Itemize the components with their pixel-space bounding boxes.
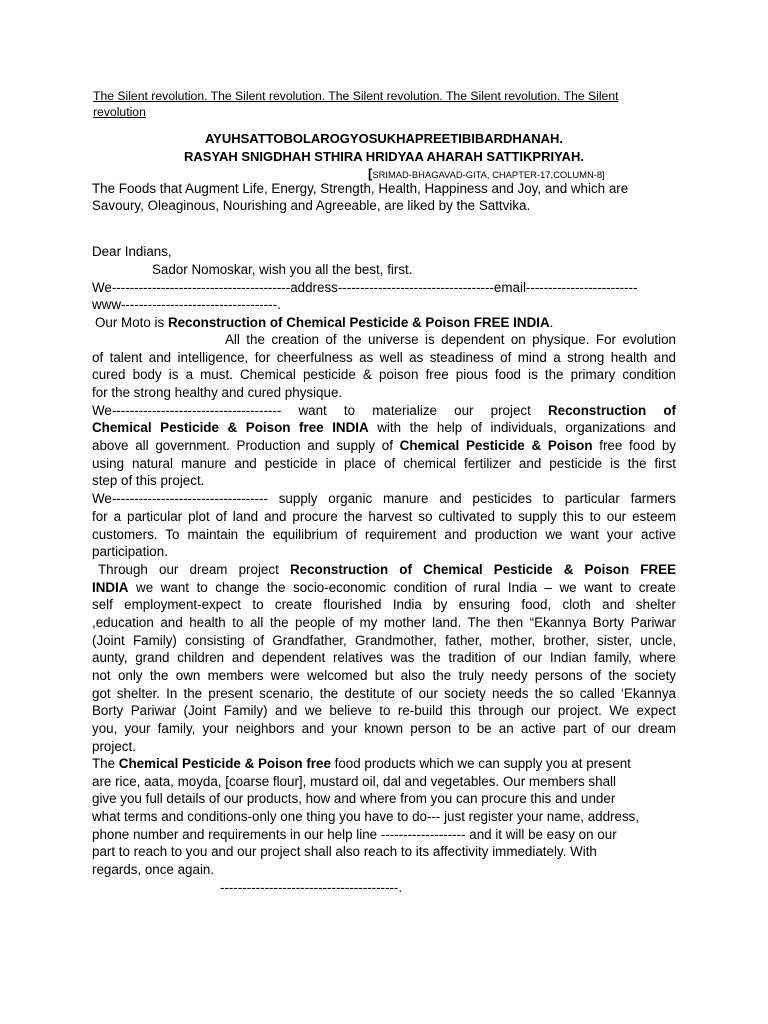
paragraph-line: for the strong healthy and cured physique. <box>92 385 343 400</box>
banner-line: revolution <box>93 105 146 119</box>
verse-citation: [SRIMAD-BHAGAVAD-GITA, CHAPTER-17,COLUMN-8] <box>368 166 605 181</box>
paragraph-line: regards, once again. <box>92 862 215 877</box>
contact-line: We----------------------------------------address-----------------------------------email------------------------- <box>92 280 638 295</box>
greeting-wish: Sador Nomoskar, wish you all the best, first. <box>152 262 413 277</box>
paragraph-line: self employment-expect to create flourished India by ensuring food, cloth and shelter <box>92 597 676 612</box>
paragraph-line: customers. To maintain the equilibrium of requirement and production we want your active <box>92 527 676 542</box>
paragraph-line: aunty, grand children and dependent relatives was the tradition of our Indian family, where <box>92 650 676 665</box>
paragraph-line: The Chemical Pesticide & Poison free food products which we can supply you at present <box>92 756 631 771</box>
paragraph-line: using natural manure and pesticide in place of chemical fertilizer and pesticide is the first <box>92 456 676 471</box>
paragraph-line: Chemical Pesticide & Poison free INDIA with the help of individuals, organizations and <box>92 420 676 435</box>
banner-line: The Silent revolution. The Silent revolution. The Silent revolution. The Silent revolution. The Silent <box>93 89 619 103</box>
paragraph-line: phone number and requirements in our help line ------------------- and it will be easy on our <box>92 827 617 842</box>
translation-line: The Foods that Augment Life, Energy, Strength, Health, Happiness and Joy, and which are <box>92 181 629 196</box>
paragraph-line: ,education and health to all the people of my mother land. The then “Ekannya Borty Pariwar <box>92 615 676 630</box>
paragraph-line: Through our dream project Reconstruction of Chemical Pesticide & Poison FREE <box>98 562 677 577</box>
paragraph-line: give you full details of our products, how and where from you can procure this and under <box>92 791 616 806</box>
sanskrit-verse-line: AYUHSATTOBOLAROGYOSUKHAPREETIBIBARDHANAH. <box>204 131 563 146</box>
sanskrit-verse-line: RASYAH SNIGDHAH STHIRA HRIDYAA AHARAH SATTIKPRIYAH. <box>184 149 584 164</box>
paragraph-line: (Joint Family) consisting of Grandfather, Grandmother, father, mother, brother, sister, uncle, <box>92 633 676 648</box>
paragraph-line: We-------------------------------------- want to materialize our project Reconstruction of <box>92 403 676 418</box>
moto-line: Our Moto is Reconstruction of Chemical Pesticide & Poison FREE INDIA. <box>95 315 554 330</box>
paragraph-line: project. <box>92 739 136 754</box>
paragraph-line: not only the own members were welcomed but also the truly needy persons of the society <box>92 668 676 683</box>
paragraph-line: part to reach to you and our project shall also reach to its affectivity immediately. With <box>92 844 597 859</box>
salutation: Dear Indians, <box>92 244 172 259</box>
paragraph-line: what terms and conditions-only one thing you have to do--- just register your name, address, <box>92 809 640 824</box>
contact-line: www-----------------------------------. <box>92 297 281 312</box>
paragraph-line: Borty Pariwar (Joint Family) and we believe to re-build this through our project. We expect <box>92 703 676 718</box>
paragraph-line: you, your family, your neighbors and your known person to be an active part of our dream <box>92 721 676 736</box>
paragraph-line: for a particular plot of land and procure the harvest so cultivated to supply this to our esteem <box>92 509 676 524</box>
paragraph-line: step of this project. <box>92 473 205 488</box>
signature-line: ----------------------------------------. <box>220 880 403 895</box>
paragraph-line: above all government. Production and supply of Chemical Pesticide & Poison free food by <box>92 438 676 453</box>
paragraph-line: INDIA we want to change the socio-economic condition of rural India – we want to create <box>92 580 676 595</box>
paragraph-line: of talent and intelligence, for cheerfulness as well as steadiness of mind a strong health and <box>92 350 676 365</box>
paragraph-line: All the creation of the universe is dependent on physique. For evolution <box>225 332 676 347</box>
paragraph-line: We----------------------------------- supply organic manure and pesticides to particular farmers <box>92 491 676 506</box>
paragraph-line: got shelter. In the present scenario, the destitute of our society needs the so called ‘Ekannya <box>92 686 676 701</box>
translation-line: Savoury, Oleaginous, Nourishing and Agreeable, are liked by the Sattvika. <box>92 198 531 213</box>
paragraph-line: cured body is a must. Chemical pesticide & poison free pious food is the primary condition <box>92 367 676 382</box>
paragraph-line: participation. <box>92 544 168 559</box>
paragraph-line: are rice, aata, moyda, [coarse flour], mustard oil, dal and vegetables. Our members shall <box>92 774 616 789</box>
